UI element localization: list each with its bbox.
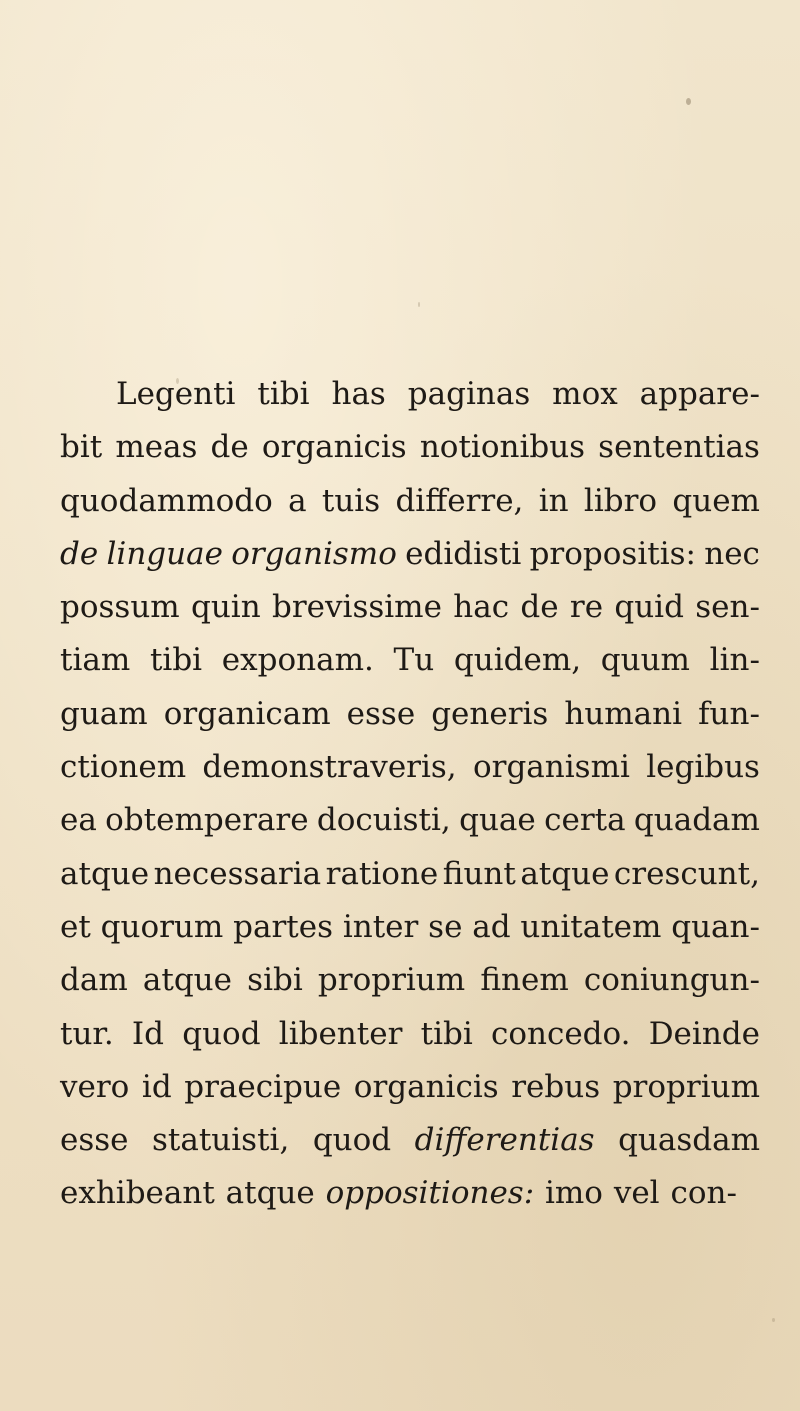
word: atque	[142, 962, 232, 999]
text-line	[60, 741, 760, 794]
word: statuisti,	[152, 1122, 290, 1159]
word: quae	[459, 802, 536, 839]
ink-speck	[418, 302, 420, 307]
word: quin	[191, 589, 261, 626]
word: edidisti	[405, 535, 522, 572]
word: generis	[431, 695, 549, 732]
word: de	[210, 429, 249, 466]
word: proprium	[317, 962, 466, 999]
word: appare-	[639, 376, 760, 412]
word: inter	[342, 908, 419, 945]
word: ad	[472, 908, 511, 945]
word: linguae	[106, 535, 223, 572]
word: ea	[60, 802, 97, 839]
word: guam	[60, 695, 148, 732]
text-line	[60, 421, 760, 474]
word: imo	[545, 1175, 603, 1212]
word: fiunt	[442, 855, 516, 892]
word: demonstraveris,	[202, 749, 457, 786]
word: unitatem	[520, 908, 662, 945]
text-line	[60, 1114, 760, 1167]
word: organismo	[231, 535, 397, 572]
ink-speck	[686, 98, 691, 105]
word: lin-	[709, 642, 760, 679]
word: ctionem	[60, 749, 187, 786]
word: ratione	[325, 855, 439, 892]
word: sen-	[695, 589, 760, 626]
word: brevissime	[272, 589, 442, 626]
word: differre,	[395, 482, 524, 519]
word: quem	[672, 482, 760, 519]
body-paragraph	[60, 368, 760, 1221]
word: con-	[670, 1175, 737, 1212]
word: atque	[225, 1175, 315, 1212]
word: nec	[704, 535, 760, 572]
text-line	[60, 528, 760, 581]
text-line	[60, 688, 760, 741]
word: in	[538, 482, 569, 519]
word: organicis	[261, 429, 407, 466]
word: a	[288, 482, 307, 519]
word: vel	[613, 1175, 660, 1212]
word: quid	[614, 589, 684, 626]
word: finem	[480, 962, 569, 999]
word: humani	[564, 695, 683, 732]
word: quum	[600, 642, 690, 679]
word: quan-	[671, 908, 760, 945]
word: possum	[60, 589, 180, 626]
word: quorum	[100, 908, 224, 945]
word: de	[520, 589, 559, 626]
word: praecipue	[184, 1068, 342, 1105]
word: meas	[115, 429, 198, 466]
word: notionibus	[419, 429, 586, 466]
word: certa	[544, 802, 626, 839]
word: tibi	[149, 642, 203, 679]
word: re	[569, 589, 604, 626]
word: organismi	[472, 749, 630, 786]
ink-speck	[772, 1318, 775, 1322]
text-line	[60, 1061, 760, 1114]
word: id	[141, 1068, 172, 1105]
word: crescunt,	[613, 855, 760, 892]
word: de	[60, 535, 99, 572]
word: coniungun-	[583, 962, 760, 999]
word: tibi	[420, 1015, 473, 1052]
text-line	[60, 1008, 760, 1061]
word: legibus	[646, 749, 760, 786]
word: Legenti	[116, 376, 236, 412]
word: organicis	[353, 1068, 499, 1105]
word: quod	[182, 1015, 261, 1052]
text-line	[60, 475, 760, 528]
text-line	[60, 1167, 760, 1220]
text-line	[60, 954, 760, 1007]
text-line	[60, 634, 760, 687]
word: has	[331, 376, 386, 412]
word: sententias	[598, 429, 760, 466]
word: differentias	[414, 1122, 595, 1159]
text-line	[60, 901, 760, 954]
word: quasdam	[618, 1122, 760, 1159]
text-line	[60, 848, 760, 901]
word: se	[428, 908, 463, 945]
word: esse	[60, 1122, 129, 1159]
word: oppositiones:	[325, 1175, 535, 1212]
word: fun-	[698, 695, 760, 732]
text-line	[60, 581, 760, 634]
word: vero	[60, 1068, 130, 1105]
word: Id	[131, 1015, 165, 1052]
text-line	[60, 794, 760, 847]
word: esse	[346, 695, 416, 732]
word: necessaria	[153, 855, 322, 892]
word: quidem,	[453, 642, 582, 679]
word: libenter	[278, 1015, 403, 1052]
word: quod	[312, 1122, 392, 1159]
word: tiam	[60, 642, 131, 679]
word: organicam	[163, 695, 331, 732]
word: tuis	[321, 482, 381, 519]
word: paginas	[407, 376, 531, 412]
word: dam	[60, 962, 128, 999]
word: docuisti,	[316, 802, 451, 839]
word: bit	[60, 429, 103, 466]
word: tur.	[60, 1015, 114, 1052]
word: proprium	[612, 1068, 760, 1105]
word: atque	[520, 855, 610, 892]
word: concedo.	[490, 1015, 631, 1052]
word: libro	[583, 482, 658, 519]
word: et	[60, 908, 91, 945]
word: quodammodo	[60, 482, 273, 519]
word: rebus	[511, 1068, 601, 1105]
word: sibi	[247, 962, 303, 999]
word: propositis:	[529, 535, 696, 572]
word: quadam	[633, 802, 760, 839]
word: Tu	[393, 642, 435, 679]
word: obtemperare	[105, 802, 309, 839]
word: tibi	[257, 376, 310, 412]
word: exhibeant	[60, 1175, 215, 1212]
word: partes	[233, 908, 333, 945]
word: atque	[60, 855, 150, 892]
word: mox	[552, 376, 618, 412]
word: hac	[453, 589, 510, 626]
word: Deinde	[648, 1015, 760, 1052]
text-line	[60, 368, 760, 421]
word: exponam.	[221, 642, 374, 679]
